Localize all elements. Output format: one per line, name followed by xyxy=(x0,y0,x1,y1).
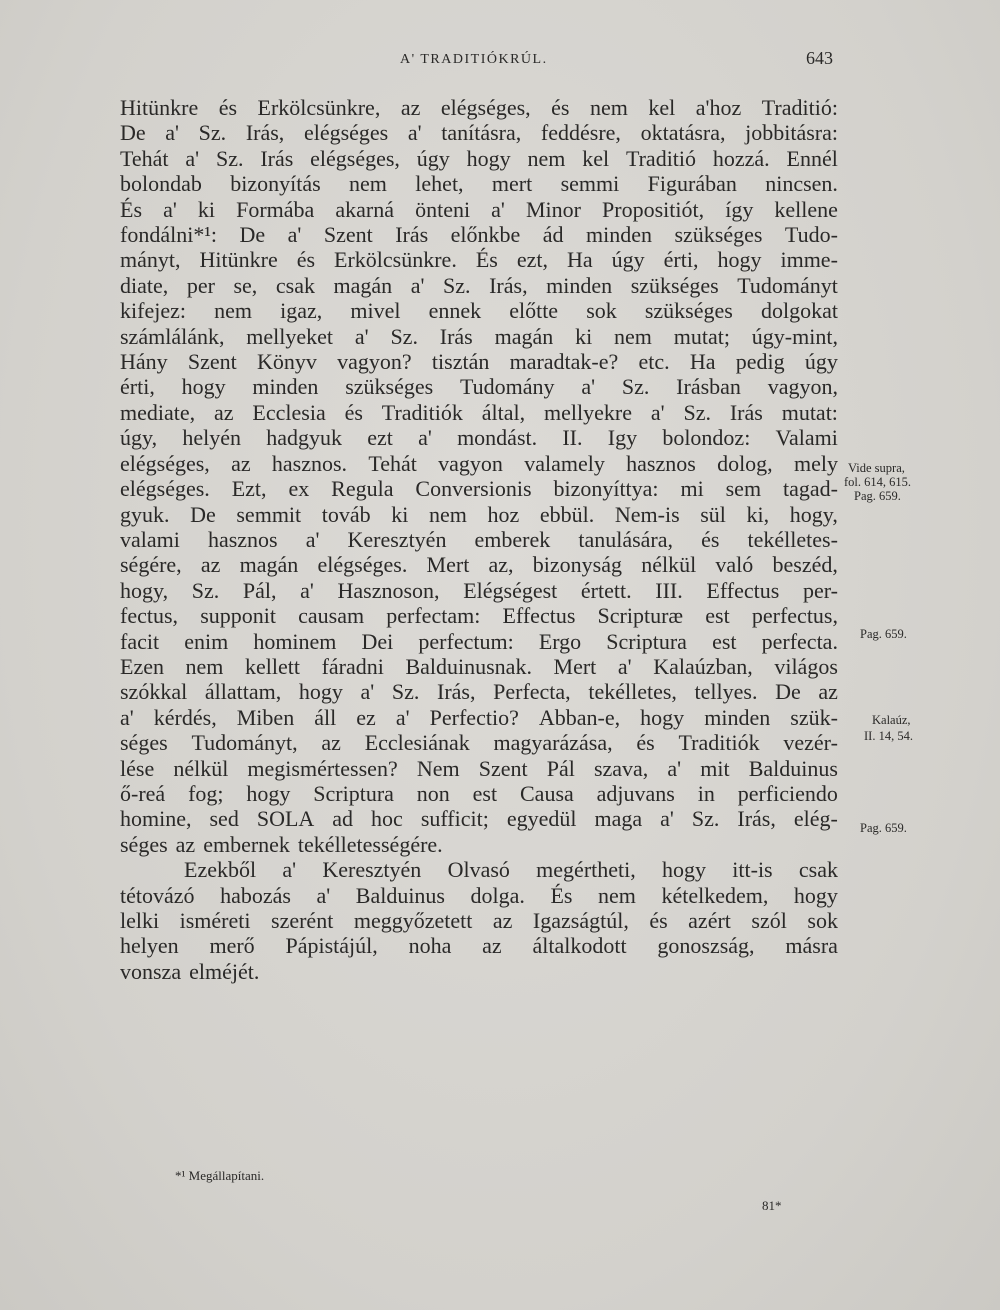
running-head: A' TRADITIÓKRÚL. xyxy=(400,52,548,67)
text-line: homine, sed SOLA ad hoc sufficit; egyedül maga a' Sz. Irás, elég- xyxy=(120,806,838,832)
text-line: hogy, Sz. Pál, a' Hasznoson, Elégségest értett. III. Effectus per- xyxy=(120,577,838,603)
text-line: És a' ki Formába akarná önteni a' Minor Propositiót, így kellene xyxy=(120,196,838,222)
text-line: De a' Sz. Irás, elégséges a' tanításra, feddésre, oktatásra, jobbitásra: xyxy=(120,120,838,146)
text-line: számlálánk, mellyeket a' Sz. Irás magán ki nem mutat; úgy-mint, xyxy=(120,323,838,349)
text-line: a' kérdés, Miben áll ez a' Perfectio? Abban-e, hogy minden szük- xyxy=(120,704,838,730)
body-text xyxy=(120,95,838,984)
margin-note: fol. 614, 615. xyxy=(844,475,912,489)
text-line: ségére, az magán elégséges. Mert az, bizonyság nélkül való beszéd, xyxy=(120,552,838,578)
text-line: Hitünkre és Erkölcsünkre, az elégséges, és nem kel a'hoz Traditió: xyxy=(120,95,838,120)
margin-note: Pag. 659. xyxy=(854,489,901,503)
text-line: diate, per se, csak magán a' Sz. Irás, minden szükséges Tudományt xyxy=(120,272,838,298)
text-line: lése nélkül megismértessen? Nem Szent Pál szava, a' mit Balduinus xyxy=(120,755,838,781)
text-line: séges az embernek tekélletességére. xyxy=(120,831,443,857)
text-line: Ezekből a' Keresztyén Olvasó megértheti, hogy itt-is csak xyxy=(184,857,838,883)
text-line: szókkal állattam, hogy a' Sz. Irás, Perfecta, tekélletes, tellyes. De az xyxy=(120,679,838,705)
text-line: elégséges. Ezt, ex Regula Conversionis bizonyíttya: mi sem tagad- xyxy=(120,476,838,502)
margin-note: Pag. 659. xyxy=(860,627,907,641)
page-number: 643 xyxy=(806,48,833,68)
text-line: ő-reá fog; hogy Scriptura non est Causa adjuvans in perficiendo xyxy=(120,780,838,806)
margin-note: Vide supra, xyxy=(848,461,905,475)
text-line: Ezen nem kellett fáradni Balduinusnak. Mert a' Kalaúzban, világos xyxy=(120,653,838,679)
text-line: facit enim hominem Dei perfectum: Ergo Scriptura est perfecta. xyxy=(120,628,838,654)
text-line: kifejez: nem igaz, mivel ennek előtte sok szükséges dolgokat xyxy=(120,298,838,324)
text-line: elégséges, az hasznos. Tehát vagyon valamely hasznos dolog, mely xyxy=(120,450,838,476)
text-line: úgy, helyén hadgyuk ezt a' mondást. II. Igy bolondoz: Valami xyxy=(120,425,838,451)
text-line: vonsza elméjét. xyxy=(120,958,260,984)
margin-note: II. 14, 54. xyxy=(864,729,913,743)
text-line: gyuk. De semmit továb ki nem hoz ebbül. Nem-is sül ki, hogy, xyxy=(120,501,838,527)
page-header xyxy=(0,48,1000,78)
text-line: tétovázó habozás a' Balduinus dolga. És nem kételkedem, hogy xyxy=(120,882,838,908)
text-line: lelki isméreti szerént meggyőzetett az Igazságtúl, és azért szól sok xyxy=(120,908,838,933)
text-line: helyen merő Pápistájúl, noha az általkodott gonoszság, másra xyxy=(120,933,838,959)
margin-note: Kalaúz, xyxy=(872,713,911,727)
text-line: valami hasznos a' Keresztyén emberek tanulására, és tekélletes- xyxy=(120,526,838,552)
text-line: Hány Szent Könyv vagyon? tisztán maradtak-e? etc. Ha pedig úgy xyxy=(120,349,838,375)
footnote: *¹ Megállapítani. xyxy=(175,1168,265,1183)
text-line: fectus, supponit causam perfectam: Effectus Scripturæ est perfectus, xyxy=(120,603,838,629)
text-line: érti, hogy minden szükséges Tudomány a' Sz. Irásban vagyon, xyxy=(120,374,838,400)
margin-note: Pag. 659. xyxy=(860,821,907,835)
text-line: mányt, Hitünkre és Erkölcsünkre. És ezt, Ha úgy érti, hogy imme- xyxy=(120,247,838,273)
printer-signature: 81* xyxy=(762,1198,782,1213)
text-line: mediate, az Ecclesia és Traditiók által, mellyekre a' Sz. Irás mutat: xyxy=(120,399,838,425)
text-line: séges Tudományt, az Ecclesiának magyarázása, és Traditiók vezér- xyxy=(120,730,838,756)
text-line: bolondab bizonyítás nem lehet, mert semmi Figurában nincsen. xyxy=(120,171,838,197)
text-line: Tehát a' Sz. Irás elégséges, úgy hogy nem kel Traditió hozzá. Ennél xyxy=(120,145,838,171)
text-line: fondálni*¹: De a' Szent Irás előnkbe ád minden szükséges Tudo- xyxy=(120,222,838,248)
